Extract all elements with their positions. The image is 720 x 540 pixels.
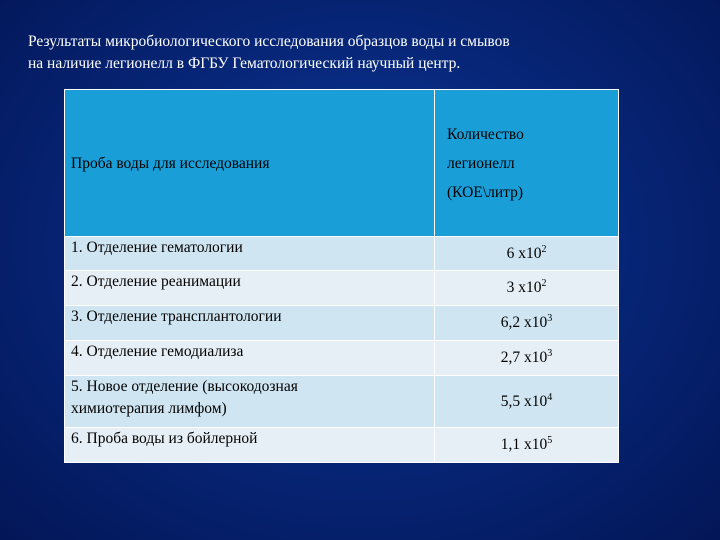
header-legionella-count: Количество легионелл (КОЕ\литр) xyxy=(435,90,619,237)
table-row xyxy=(65,428,619,463)
table-row xyxy=(65,237,619,271)
table-row xyxy=(65,376,619,428)
count-cell: 5,5 $х10^4$ xyxy=(435,376,619,428)
count-cell: 2,7 $х10^3$ xyxy=(435,341,619,376)
table-row xyxy=(65,306,619,341)
count-cell: 6 $х10^2$ xyxy=(435,237,619,271)
sample-cell: 2. Отделение реанимации xyxy=(65,271,435,306)
sample-cell: 1. Отделение гематологии xyxy=(65,237,435,271)
title-line-2: на наличие легионелл в ФГБУ Гематологический научный центр. xyxy=(28,55,461,72)
count-cell: 6,2 $х10^3$ xyxy=(435,306,619,341)
count-cell: 1,1 $х10^5$ xyxy=(435,428,619,463)
sample-cell: 6. Проба воды из бойлерной xyxy=(65,428,435,463)
table-row xyxy=(65,341,619,376)
count-cell: 3 $х10^2$ xyxy=(435,271,619,306)
sample-cell: 3. Отделение трансплантологии xyxy=(65,306,435,341)
title-line-1: Результаты микробиологического исследования образцов воды и смывов xyxy=(28,33,510,50)
header-sample: Проба воды для исследования xyxy=(65,90,435,237)
slide-title xyxy=(28,31,688,75)
legionella-results-table xyxy=(64,89,619,463)
table-header-row xyxy=(65,90,619,237)
sample-cell: 5. Новое отделение (высокодозная химиотерапия лимфом) xyxy=(65,376,435,428)
sample-cell: 4. Отделение гемодиализа xyxy=(65,341,435,376)
table-row xyxy=(65,271,619,306)
